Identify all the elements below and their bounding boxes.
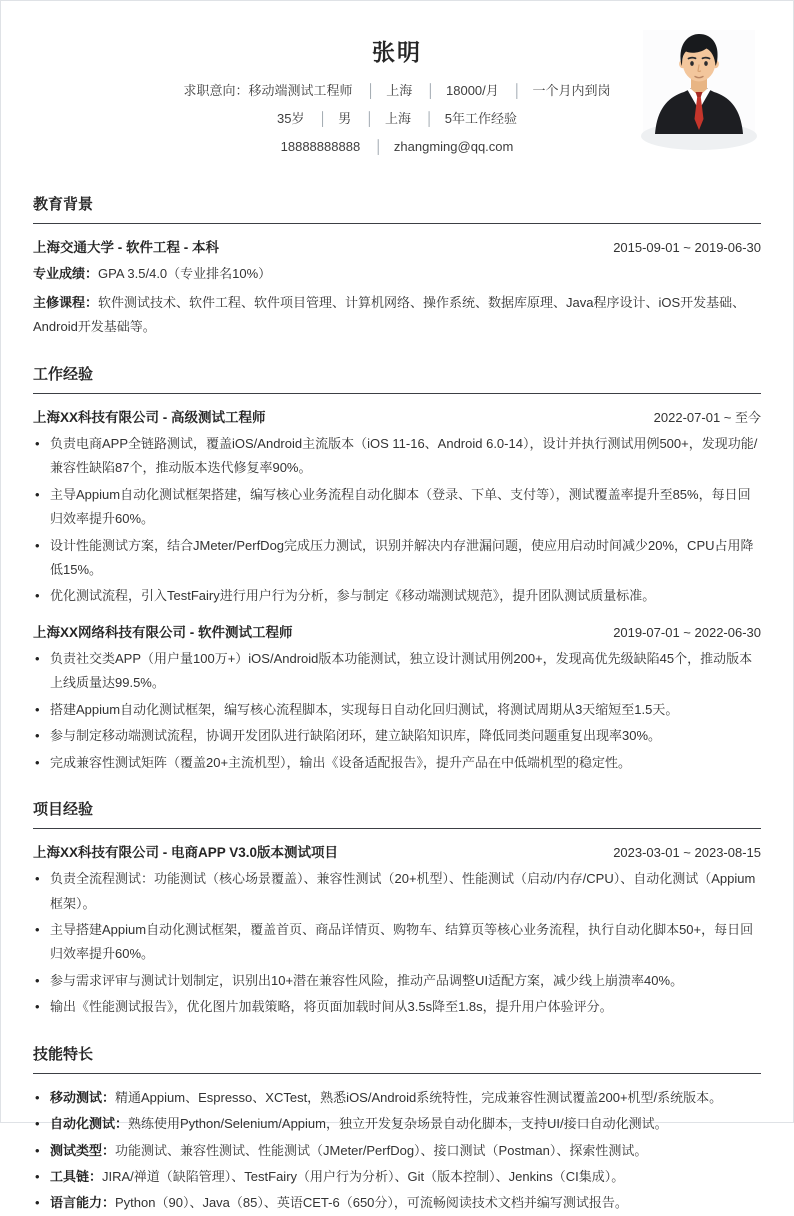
project-bullet-list — [33, 867, 761, 1020]
bullet-text: 完成兼容性测试矩阵（覆盖20+主流机型），输出《设备适配报告》，提升产品在中低端机型的稳定性。 — [50, 754, 632, 770]
bullet-item — [33, 918, 761, 967]
intent-availability: 一个月内到岗 — [532, 83, 611, 98]
bullet-text: 搭建Appium自动化测试框架，编写核心流程脚本，实现每日自动化回归测试，将测试周期从3天缩短至1.5天。 — [50, 701, 679, 717]
bullet-item — [33, 724, 761, 748]
bullet-item — [33, 1165, 761, 1189]
project-entry-head — [33, 841, 761, 861]
separator-bar: │ — [513, 83, 522, 98]
project-entry — [33, 841, 761, 1020]
work-bullet-list — [33, 647, 761, 775]
bullet-item — [33, 534, 761, 583]
location: 上海 — [384, 110, 411, 126]
courses-value: 软件测试技术、软件工程、软件项目管理、计算机网络、操作系统、数据库原理、Java程序设计、iOS开发基础、Android开发基础等。 — [33, 294, 746, 335]
experience-years: 5年工作经验 — [444, 110, 517, 126]
bullet-item — [33, 969, 761, 993]
bullet-item — [33, 1086, 761, 1110]
bullet-item — [33, 751, 761, 775]
school-degree: 上海交通大学 - 软件工程 - 本科 — [33, 239, 219, 255]
skill-text: 熟练使用Python/Selenium/Appium，独立开发复杂场景自动化脚本，支持UI/接口自动化测试。 — [128, 1116, 668, 1132]
profile-photo — [643, 30, 755, 134]
courses-line — [33, 291, 761, 340]
skill-label: 测试类型： — [50, 1142, 116, 1158]
bullet-item — [33, 483, 761, 532]
work-bullet-list — [33, 432, 761, 609]
bullet-item — [33, 1112, 761, 1136]
skills-bullet-list — [33, 1086, 761, 1216]
skill-label: 移动测试： — [50, 1089, 116, 1105]
bullet-text: 参与制定移动端测试流程，协调开发团队进行缺陷闭环，建立缺陷知识库，降低同类问题重复出现率30%。 — [50, 728, 662, 744]
male-avatar-icon — [643, 30, 755, 134]
skill-label: 语言能力： — [50, 1195, 116, 1211]
work-entry — [33, 406, 761, 609]
phone-number: 18888888888 — [280, 138, 361, 154]
work-entry-head — [33, 406, 761, 426]
intent-label: 求职意向： — [183, 83, 249, 98]
intent-city: 上海 — [386, 83, 413, 98]
separator-bar: │ — [319, 110, 328, 126]
age: 35岁 — [277, 110, 305, 126]
bullet-text: 参与需求评审与测试计划制定，识别出10+潜在兼容性风险，推动产品调整UI适配方案，减少线上崩溃率40%。 — [50, 972, 684, 988]
gpa-value: GPA 3.5/4.0（专业排名10%） — [98, 265, 272, 281]
resume-header — [33, 34, 761, 170]
company-role: 上海XX网络科技有限公司 - 软件测试工程师 — [33, 624, 293, 640]
work-entry — [33, 621, 761, 775]
bullet-item — [33, 867, 761, 916]
intent-position: 移动端测试工程师 — [248, 83, 353, 98]
section-project-experience — [33, 798, 761, 1020]
work-date-range: 2022-07-01 ~ 至今 — [653, 409, 761, 425]
courses-label: 主修课程： — [33, 294, 99, 310]
section-work-experience — [33, 363, 761, 775]
section-education — [33, 193, 761, 340]
bullet-item — [33, 647, 761, 696]
separator-bar: │ — [365, 110, 374, 126]
bullet-item — [33, 1191, 761, 1215]
education-entry — [33, 236, 761, 340]
work-section-title: 工作经验 — [33, 363, 761, 394]
skills-section-title: 技能特长 — [33, 1043, 761, 1074]
bullet-item — [33, 995, 761, 1019]
skill-text: Python（90）、Java（85）、英语CET-6（650分），可流畅阅读技术文档并编写测试报告。 — [115, 1195, 628, 1211]
education-entry-head — [33, 236, 761, 256]
bullet-text: 输出《性能测试报告》，优化图片加载策略，将页面加载时间从3.5s降至1.8s，提升用户体验评分。 — [50, 999, 613, 1015]
gpa-line — [33, 262, 761, 286]
bullet-text: 主导搭建Appium自动化测试框架，覆盖首页、商品详情页、购物车、结算页等核心业务流程，执行自动化脚本50+，每日回归效率提升60%。 — [50, 921, 754, 962]
bullet-text: 优化测试流程，引入TestFairy进行用户行为分析，参与制定《移动端测试规范》，提升团队测试质量标准。 — [50, 588, 656, 604]
email-address: zhangming@qq.com — [393, 138, 514, 154]
gender: 男 — [338, 110, 352, 126]
bullet-text: 负责全流程测试：功能测试（核心场景覆盖）、兼容性测试（20+机型）、性能测试（启动/内存/CPU）、自动化测试（Appium框架）。 — [50, 871, 756, 911]
bullet-item — [33, 584, 761, 608]
bullet-text: 设计性能测试方案，结合JMeter/PerfDog完成压力测试，识别并解决内存泄漏问题，使应用启动时间减少20%，CPU占用降低15%。 — [50, 537, 754, 578]
company-role: 上海XX科技有限公司 - 高级测试工程师 — [33, 409, 266, 425]
gpa-label: 专业成绩： — [33, 265, 99, 281]
intent-salary: 18000/月 — [446, 83, 499, 98]
separator-bar: │ — [425, 110, 434, 126]
separator-bar: │ — [367, 83, 376, 98]
skill-label: 自动化测试： — [50, 1116, 129, 1132]
bullet-text: 负责社交类APP（用户量100万+）iOS/Android版本功能测试，独立设计测试用例200+，发现高优先级缺陷45个，推动版本上线质量达99.5%。 — [50, 650, 753, 691]
project-name: 上海XX科技有限公司 - 电商APP V3.0版本测试项目 — [33, 845, 339, 861]
separator-bar: │ — [426, 83, 435, 98]
work-entry-head — [33, 621, 761, 641]
project-section-title: 项目经验 — [33, 798, 761, 829]
skill-text: 精通Appium、Espresso、XCTest，熟悉iOS/Android系统特性，完成兼容性测试覆盖200+机型/系统版本。 — [115, 1089, 723, 1105]
education-date-range: 2015-09-01 ~ 2019-06-30 — [613, 239, 761, 255]
skill-text: JIRA/禅道（缺陷管理）、TestFairy（用户行为分析）、Git（版本控制）、Jenkins（CI集成）。 — [102, 1169, 625, 1185]
skill-text: 功能测试、兼容性测试、性能测试（JMeter/PerfDog）、接口测试（Postman）、探索性测试。 — [115, 1142, 648, 1158]
bullet-text: 主导Appium自动化测试框架搭建，编写核心业务流程自动化脚本（登录、下单、支付等），测试覆盖率提升至85%，每日回归效率提升60%。 — [50, 486, 751, 527]
candidate-name: 张明 — [372, 39, 422, 65]
work-date-range: 2019-07-01 ~ 2022-06-30 — [613, 624, 761, 640]
skill-label: 工具链： — [50, 1169, 103, 1185]
bullet-text: 负责电商APP全链路测试，覆盖iOS/Android主流版本（iOS 11-16、Android 6.0-14），设计并执行测试用例500+，发现功能/兼容性缺陷87个，推动版本迭代修复率90%。 — [50, 435, 758, 476]
bullet-item — [33, 1139, 761, 1163]
bullet-item — [33, 698, 761, 722]
project-date-range: 2023-03-01 ~ 2023-08-15 — [613, 845, 761, 861]
bullet-item — [33, 432, 761, 481]
separator-bar: │ — [374, 138, 383, 154]
education-section-title: 教育背景 — [33, 193, 761, 224]
section-skills — [33, 1043, 761, 1216]
